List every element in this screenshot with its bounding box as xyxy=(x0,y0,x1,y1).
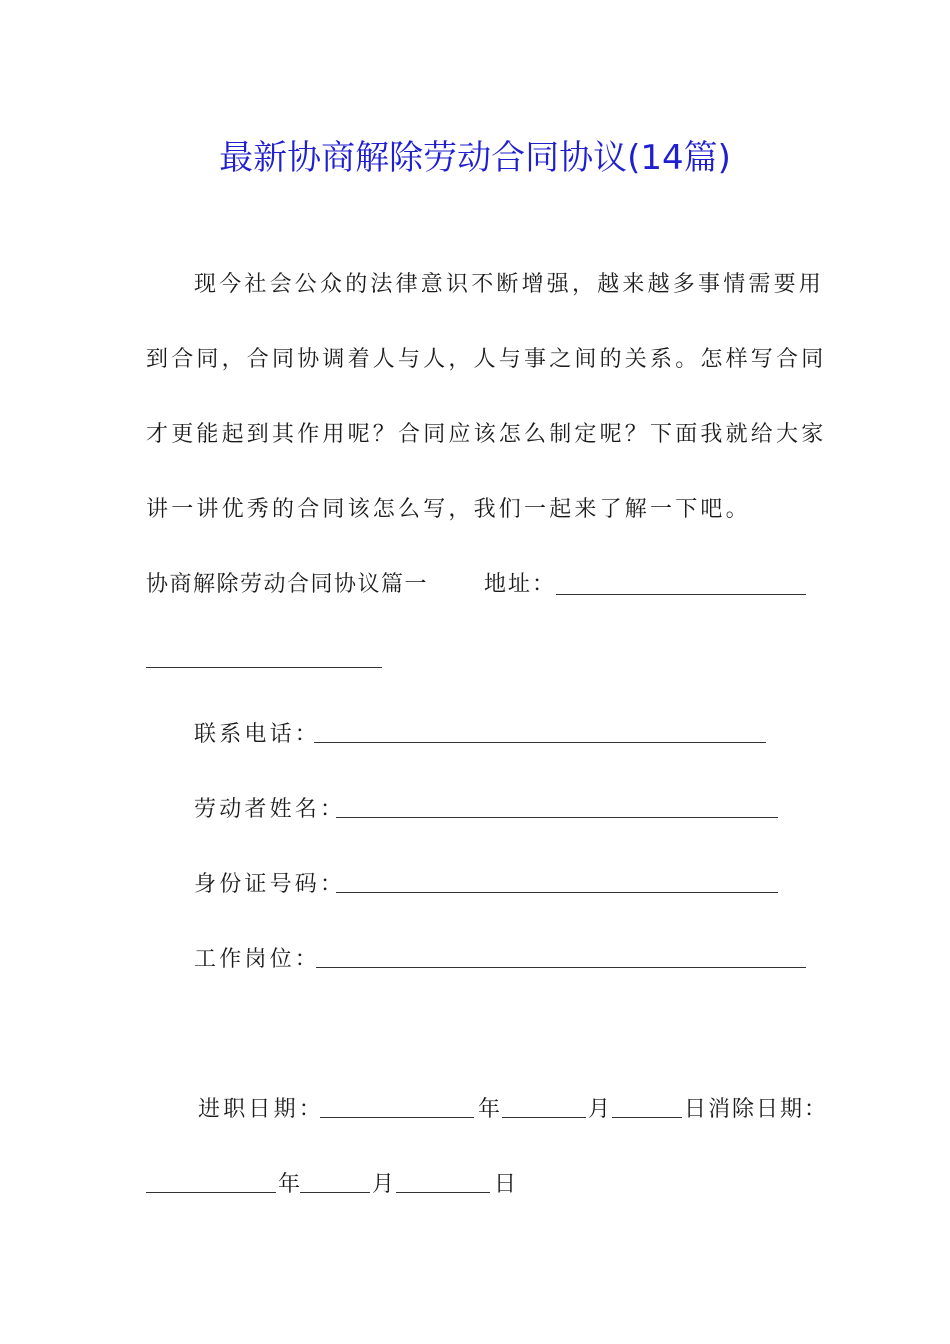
address-blank[interactable] xyxy=(556,594,806,595)
id-number-blank[interactable] xyxy=(336,892,778,893)
eliminate-month-unit: 月 xyxy=(372,1172,398,1197)
intro-line-3: 才更能起到其作用呢？合同应该怎么制定呢？下面我就给大家 xyxy=(146,422,827,447)
entry-year-blank[interactable] xyxy=(320,1117,474,1118)
phone-label: 联系电话： xyxy=(194,722,321,747)
eliminate-year-blank[interactable] xyxy=(146,1192,276,1193)
entry-month-blank[interactable] xyxy=(502,1117,586,1118)
eliminate-day-unit: 日 xyxy=(494,1172,520,1197)
entry-day-blank[interactable] xyxy=(612,1117,682,1118)
entry-month-unit: 月 xyxy=(588,1097,614,1122)
intro-line-1: 现今社会公众的法律意识不断增强，越来越多事情需要用 xyxy=(194,272,825,297)
position-blank[interactable] xyxy=(316,967,806,968)
address-label: 地址： xyxy=(484,572,557,597)
worker-name-blank[interactable] xyxy=(336,817,778,818)
worker-name-label: 劳动者姓名： xyxy=(194,797,346,822)
eliminate-year-unit: 年 xyxy=(278,1172,304,1197)
eliminate-month-blank[interactable] xyxy=(300,1192,370,1193)
intro-line-4: 讲一讲优秀的合同该怎么写，我们一起来了解一下吧。 xyxy=(146,497,751,522)
position-label: 工作岗位： xyxy=(194,947,321,972)
eliminate-day-blank[interactable] xyxy=(396,1192,490,1193)
document-title: 最新协商解除劳动合同协议(14篇) xyxy=(219,138,731,178)
entry-year-unit: 年 xyxy=(478,1097,504,1122)
intro-line-2: 到合同，合同协调着人与人，人与事之间的关系。怎样写合同 xyxy=(146,347,827,372)
phone-blank[interactable] xyxy=(314,742,766,743)
section-heading: 协商解除劳动合同协议篇一 xyxy=(146,572,429,597)
address-blank-continued[interactable] xyxy=(146,667,382,668)
entry-date-label: 进职日期： xyxy=(198,1097,325,1122)
eliminate-date-label: 日消除日期： xyxy=(684,1097,829,1122)
id-number-label: 身份证号码： xyxy=(194,872,346,897)
